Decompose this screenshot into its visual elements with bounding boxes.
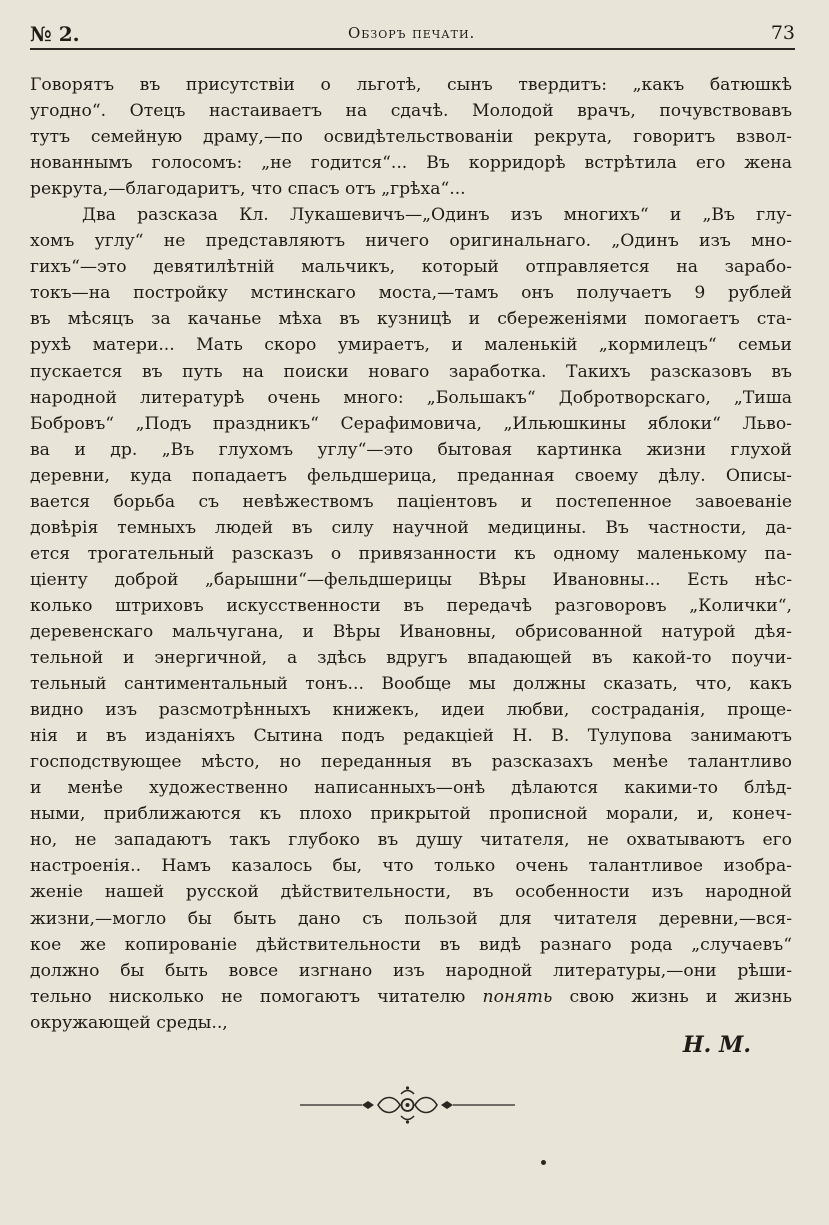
text-line: тельный сантиментальный тонъ... Вообще мы должны сказать, что, какъ xyxy=(30,674,792,695)
text-line: нiя и въ изданiяхъ Сытина подъ редакцiей Н. В. Тулупова занимаютъ xyxy=(30,726,792,747)
text-line-with-italic xyxy=(30,984,792,1010)
issue-number: № 2. xyxy=(30,22,80,46)
text-line: рухѣ матери... Мать скоро умираетъ, и маленькiй „кормилецъ“ семьи xyxy=(30,335,792,356)
text-line: деревни, куда попадаетъ фельдшерица, преданная своему дѣлу. Описы- xyxy=(30,465,792,486)
text-line: ется трогательный разсказъ о привязанности къ одному маленькому па- xyxy=(30,543,792,564)
text-line: угодно“. Отецъ настаиваетъ на сдачѣ. Молодой врачъ, почувствовавъ xyxy=(30,101,792,122)
text-line: ными, приближаются къ плохо прикрытой прописной морали, и, конеч- xyxy=(30,804,792,825)
text-line: господствующее мѣсто, но переданныя въ разсказахъ менѣе талантливо xyxy=(30,752,792,773)
text-line: пускается въ путь на поиски новаго заработка. Такихъ разсказовъ въ xyxy=(30,361,792,382)
text-segment: свою жизнь и жизнь xyxy=(569,986,792,1007)
italic-word: понять xyxy=(482,986,553,1007)
text-line: гихъ“—это девятилѣтнiй мальчикъ, который отправляется на зарабо- xyxy=(30,257,792,278)
running-header xyxy=(30,18,795,50)
text-line: токъ—на постройку мстинскаго моста,—тамъ онъ получаетъ 9 рублей xyxy=(30,283,792,304)
text-line: Бобровъ“ „Подъ праздникъ“ Серафимовича, „Ильюшкины яблоки“ Льво- xyxy=(30,413,792,434)
text-segment: тельно нисколько не помогаютъ читателю xyxy=(30,986,466,1007)
text-line: цiенту доброй „барышни“—фельдшерицы Вѣры Ивановны... Есть нѣс- xyxy=(30,569,792,590)
page-number: 73 xyxy=(770,22,795,44)
text-line: тельной и энергичной, а здѣсь вдругъ впадающей въ какой-то поучи- xyxy=(30,648,792,669)
text-line: ва и др. „Въ глухомъ углу“—это бытовая картинка жизни глухой xyxy=(30,439,792,460)
text-line: окружающей среды.., xyxy=(30,1012,228,1033)
section-title: Обзоръ печати. xyxy=(348,24,476,42)
text-line: деревенскаго мальчугана, и Вѣры Ивановны, обрисованной натурой дѣя- xyxy=(30,621,792,642)
text-line: тутъ семейную драму,—по освидѣтельствованiи рекрута, говоритъ взвол- xyxy=(30,127,792,148)
text-line: должно бы быть вовсе изгнано изъ народной литературы,—они рѣши- xyxy=(30,960,792,981)
text-line: нованнымъ голосомъ: „не годится“... Въ корридорѣ встрѣтила его жена xyxy=(30,153,792,174)
text-line: настроенiя.. Намъ казалось бы, что только очень талантливое изобра- xyxy=(30,856,792,877)
article-body xyxy=(30,72,792,1036)
text-line: Говорятъ въ присутствiи о льготѣ, сынъ твердитъ: „какъ батюшкѣ xyxy=(30,75,792,95)
ink-dot xyxy=(541,1160,546,1165)
text-line: народной литературѣ очень много: „Большакъ“ Добротворскаго, „Тиша xyxy=(30,387,792,408)
text-line: женiе нашей русской дѣйствительности, въ особенности изъ народной xyxy=(30,882,792,903)
text-line: колько штриховъ искусственности въ передачѣ разговоровъ „Колички“, xyxy=(30,595,792,616)
text-line: вается борьба съ невѣжествомъ пацiентовъ и постепенное завоеванiе xyxy=(30,491,792,512)
text-line: кое же копированiе дѣйствительности въ видѣ разнаго рода „случаевъ“ xyxy=(30,934,792,955)
text-line: видно изъ разсмотрѣнныхъ книжекъ, идеи любви, состраданiя, проще- xyxy=(30,700,792,721)
paragraph-start-line: Два разсказа Кл. Лукашевичъ—„Одинъ изъ многихъ“ и „Въ глу- xyxy=(82,205,792,226)
text-line: довѣрiя темныхъ людей въ силу научной медицины. Въ частности, да- xyxy=(30,517,792,538)
text-line: рекрута,—благодаритъ, что спасъ отъ „грѣха“... xyxy=(30,179,466,200)
text-line: и менѣе художественно написанныхъ—онѣ дѣлаются какими-то блѣд- xyxy=(30,778,792,799)
text-line: хомъ углу“ не представляютъ ничего оригинальнаго. „Одинъ изъ мно- xyxy=(30,231,792,252)
decorative-ornament-icon xyxy=(300,1085,515,1125)
text-line: но, не западаютъ такъ глубоко въ душу читателя, не охватываютъ его xyxy=(30,830,792,851)
text-line: жизни,—могло бы быть дано съ пользой для читателя деревни,—вся- xyxy=(30,908,792,929)
author-signature: Н. М. xyxy=(682,1032,751,1058)
text-line: въ мѣсяцъ за качанье мѣха въ кузницѣ и сбереженiями помогаетъ ста- xyxy=(30,309,792,330)
